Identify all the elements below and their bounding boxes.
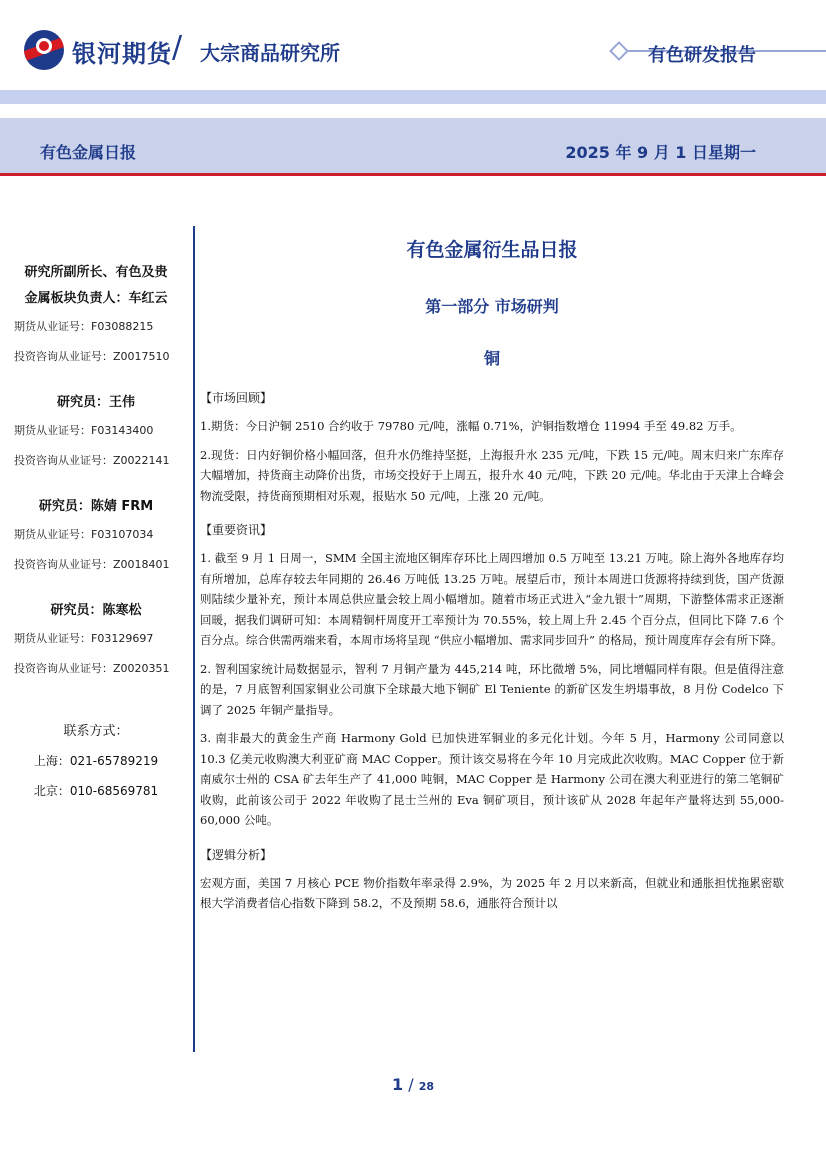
analyst-title: 金属板块负责人：车红云 [24,291,168,306]
investment-license: 投资咨询从业证号：Z0017510 [14,350,170,363]
analyst-card [0,494,192,580]
report-body [200,226,784,914]
report-header [0,0,826,104]
contact-heading: 联系方式： [63,724,129,739]
brand-separator: / [172,30,183,65]
report-type: 有色研发报告 [648,45,756,66]
analyst-title: 研究员：陈婧 FRM [38,499,154,514]
institute-name: 大宗商品研究所 [200,41,340,65]
section-heading-logic: 【逻辑分析】 [200,847,273,862]
analyst-card [0,390,192,476]
investment-license: 投资咨询从业证号：Z0022141 [14,454,170,467]
document-title: 有色金属衍生品日报 [406,239,578,261]
paragraph-logic: 宏观方面，美国 7 月核心 PCE 物价指数年率录得 2.9%，为 2025 年 2 月以来新高，但就业和通胀担忧拖累密歇根大学消费者信心指数下降到 58.2，不及预期 58.6，通胀符合预计以 [200,875,784,910]
contact-beijing: 北京：010-68569781 [33,784,159,798]
section-heading-market: 【市场回顾】 [200,391,273,405]
paragraph-futures: 1.期货：今日沪铜 2510 合约收于 79780 元/吨，涨幅 0.71%，沪铜指数增仓 11994 手至 49.82 万手。 [200,419,742,433]
column-divider [193,226,195,1052]
paragraph-news-3: 3. 南非最大的黄金生产商 Harmony Gold 已加快进军铜业的多元化计划。今年 5 月，Harmony 公司同意以 10.3 亿美元收购澳大利亚矿商 MAC Copper。预计该交易将在今年 10 月完成此次收购。MAC Copper 位于新南威尔士州的 CSA 矿去年生产了 41,000 吨铜，MAC Copper 是 Harmony 公司在澳大利亚进行的第二笔铜矿收购，此前该公司于 2022 年收购了昆士兰州的 Eva 铜矿项目，预计该矿从 2028 年起年产量将达到 55,000-60,000 公吨。 [200,731,784,827]
page-number-current: 1 [391,1075,404,1094]
report-date: 2025 年 9 月 1 日星期一 [565,143,756,162]
futures-license: 期货从业证号：F03107034 [14,528,154,541]
analyst-title: 研究员：王伟 [56,395,135,410]
page-footer [0,1075,826,1094]
section-heading-news: 【重要资讯】 [200,523,273,537]
futures-license: 期货从业证号：F03143400 [14,424,154,437]
paragraph-news-1: 1. 截至 9 月 1 日周一，SMM 全国主流地区铜库存环比上周四增加 0.5 万吨至 13.21 万吨。除上海外各地库存均有所增加，总库存较去年同期的 26.46 万吨低 13.25 万吨。展望后市，预计本周进口货源将持续到货，国产货源则陆续少量补充，预计本周总供应量会较上周小幅增加。随着市场正式进入“金九银十”周期，下游整体需求正逐渐回暖，据我们调研可知：本周精铜杆周度开工率预计为 70.55%，较上周上升 2.45 个百分点，但同比下降 7.6 个百分点。综合供需两端来看，本周市场将呈现 “供应小幅增加、需求同步回升” 的格局，预计周度库存会有所下降。 [200,551,784,647]
analyst-sidebar [0,260,192,806]
futures-license: 期货从业证号：F03129697 [14,632,154,645]
analyst-title: 研究所副所长、有色及贵 [24,265,168,280]
contact-shanghai: 上海：021-65789219 [33,754,159,768]
analyst-card [0,260,192,372]
part-title: 第一部分 市场研判 [425,297,559,316]
investment-license: 投资咨询从业证号：Z0020351 [14,662,170,675]
report-name: 有色金属日报 [40,143,137,162]
analyst-title: 研究员：陈寒松 [50,603,142,618]
paragraph-news-2: 2. 智利国家统计局数据显示，智利 7 月铜产量为 445,214 吨，环比微增 5%，同比增幅同样有限。但是值得注意的是，7 月底智利国家铜业公司旗下全球最大地下铜矿 El Teniente 的新矿区发生坍塌事故，8 月份 Codelco 下调了 2025 年铜产量指导。 [200,661,784,717]
investment-license: 投资咨询从业证号：Z0018401 [14,558,170,571]
metal-title: 铜 [483,349,500,368]
paragraph-spot: 2.现货：日内好铜价格小幅回落，但升水仍维持坚挺，上海报升水 235 元/吨，下跌 15 元/吨。周末归来广东库存大幅增加，持货商主动降价出货，市场交投好于上周五，报升水 40 元/吨，下跌 20 元/吨。华北由于天津上合峰会物流受限，持货商预期相对乐观，报贴水 50 元/吨，上涨 20 元/吨。 [200,447,784,503]
diamond-icon [609,41,629,61]
analyst-card [0,598,192,684]
futures-license: 期货从业证号：F03088215 [14,320,154,333]
title-bar-accent [0,173,826,176]
page-number-total: 28 [418,1080,434,1093]
brand-name: 银河期货 [72,40,172,68]
galaxy-futures-logo-icon [24,30,64,70]
header-band [0,90,826,104]
title-bar [0,118,826,176]
page-number-separator: / [403,1075,419,1094]
